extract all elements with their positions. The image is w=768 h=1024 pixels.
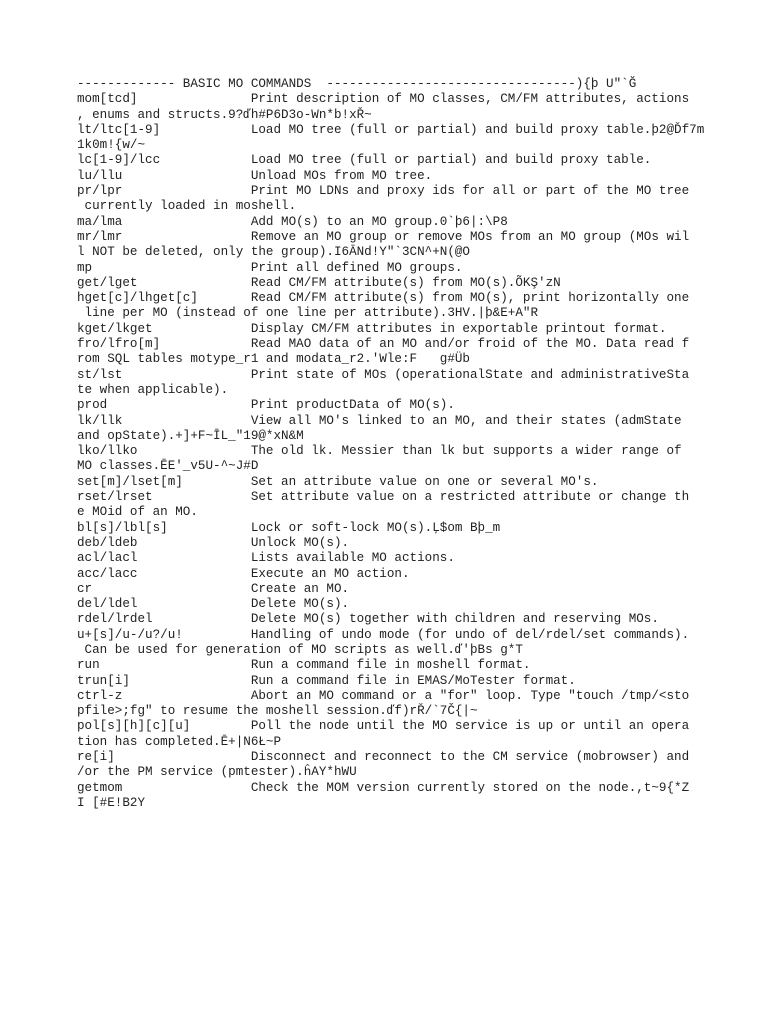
text-line: mp Print all defined MO groups. bbox=[77, 260, 463, 275]
text-line: set[m]/lset[m] Set an attribute value on one or several MO's. bbox=[77, 474, 599, 489]
text-line: I [#E!B2Y bbox=[77, 795, 146, 810]
text-line: rset/lrset Set attribute value on a restricted attribute or change th bbox=[77, 490, 690, 505]
text-line: ------------- BASIC MO COMMANDS ---------------------------------){þ U"`Ğ bbox=[77, 77, 637, 91]
text-line: bl[s]/lbl[s] Lock or soft-lock MO(s).Ļ$om Bþ_m bbox=[77, 520, 501, 535]
text-line: mr/lmr Remove an MO group or remove MOs from an MO group (MOs wil bbox=[77, 229, 690, 244]
text-line: st/lst Print state of MOs (operationalState and administrativeSta bbox=[77, 367, 690, 382]
text-line: rom SQL tables motype_r1 and modata_r2.'Wle:F g#Üb bbox=[77, 352, 470, 367]
text-line: trun[i] Run a command file in EMAS/MoTester format. bbox=[77, 673, 576, 688]
text-line: line per MO (instead of one line per attribute).3HV.|þ&E+A"R bbox=[77, 306, 539, 321]
text-line: lko/llko The old lk. Messier than lk but supports a wider range of bbox=[77, 444, 682, 459]
text-line: and opState).+]+F~ĪL_"19@*xN&M bbox=[77, 428, 304, 443]
text-line: fro/lfro[m] Read MAO data of an MO and/or froid of the MO. Data read f bbox=[77, 337, 690, 352]
text-line: cr Create an MO. bbox=[77, 581, 350, 596]
text-line: lt/ltc[1-9] Load MO tree (full or partial) and build proxy table.þ2@Ďf7m bbox=[77, 122, 705, 137]
text-line: lu/llu Unload MOs from MO tree. bbox=[77, 168, 433, 183]
text-line: lc[1-9]/lcc Load MO tree (full or partial) and build proxy table. bbox=[77, 153, 652, 168]
text-line: get/lget Read CM/FM attribute(s) from MO(s).ÕKŞ'zN bbox=[77, 275, 561, 290]
text-line: Can be used for generation of MO scripts as well.ď'þBs g*T bbox=[77, 642, 523, 657]
text-line: l NOT be deleted, only the group).I6ĀNd!Y"`3CN^+N(@O bbox=[77, 245, 470, 260]
text-line: e MOid of an MO. bbox=[77, 505, 198, 520]
text-line: getmom Check the MOM version currently stored on the node.,t~9{*Z bbox=[77, 780, 690, 795]
text-line: , enums and structs.9?ďh#P6D3o-Wn*b!xŘ~ bbox=[77, 107, 372, 122]
text-line: del/ldel Delete MO(s). bbox=[77, 597, 350, 612]
text-line: deb/ldeb Unlock MO(s). bbox=[77, 535, 350, 550]
text-line: /or the PM service (pmtester).ĥAY*hWU bbox=[77, 765, 357, 780]
text-line: pr/lpr Print MO LDNs and proxy ids for all or part of the MO tree bbox=[77, 184, 690, 199]
text-line: lk/llk View all MO's linked to an MO, and their states (admState bbox=[77, 413, 682, 428]
text-line: tion has completed.Ē+|N6Ł~P bbox=[77, 734, 282, 749]
text-line: 1k0m!{w/~ bbox=[77, 138, 146, 153]
text-line: ctrl-z Abort an MO command or a "for" loop. Type "touch /tmp/<sto bbox=[77, 688, 690, 703]
text-line: MO classes.ĒE'_v5U-^~J#D bbox=[77, 459, 259, 474]
text-line: ma/lma Add MO(s) to an MO group.0`þ6|:\P8 bbox=[77, 214, 508, 229]
text-line: acc/lacc Execute an MO action. bbox=[77, 566, 410, 581]
text-line: kget/lkget Display CM/FM attributes in exportable printout format. bbox=[77, 321, 667, 336]
text-line: pol[s][h][c][u] Poll the node until the MO service is up or until an opera bbox=[77, 719, 690, 734]
text-line: rdel/lrdel Delete MO(s) together with children and reserving MOs. bbox=[77, 612, 659, 627]
text-line: pfile>;fg" to resume the moshell session.ďf)rŘ/`7Č{|~ bbox=[77, 704, 478, 719]
text-line: hget[c]/lhget[c] Read CM/FM attribute(s) from MO(s), print horizontally one bbox=[77, 291, 690, 306]
text-line: te when applicable). bbox=[77, 382, 229, 397]
text-line: u+[s]/u-/u?/u! Handling of undo mode (for undo of del/rdel/set commands). bbox=[77, 627, 690, 642]
text-line: acl/lacl Lists available MO actions. bbox=[77, 551, 455, 566]
text-line: mom[tcd] Print description of MO classes, CM/FM attributes, actions bbox=[77, 92, 690, 107]
text-line: currently loaded in moshell. bbox=[77, 199, 297, 214]
text-line: run Run a command file in moshell format. bbox=[77, 658, 531, 673]
document-page bbox=[77, 77, 757, 811]
text-line: re[i] Disconnect and reconnect to the CM service (mobrowser) and bbox=[77, 750, 690, 765]
text-line: prod Print productData of MO(s). bbox=[77, 398, 455, 413]
